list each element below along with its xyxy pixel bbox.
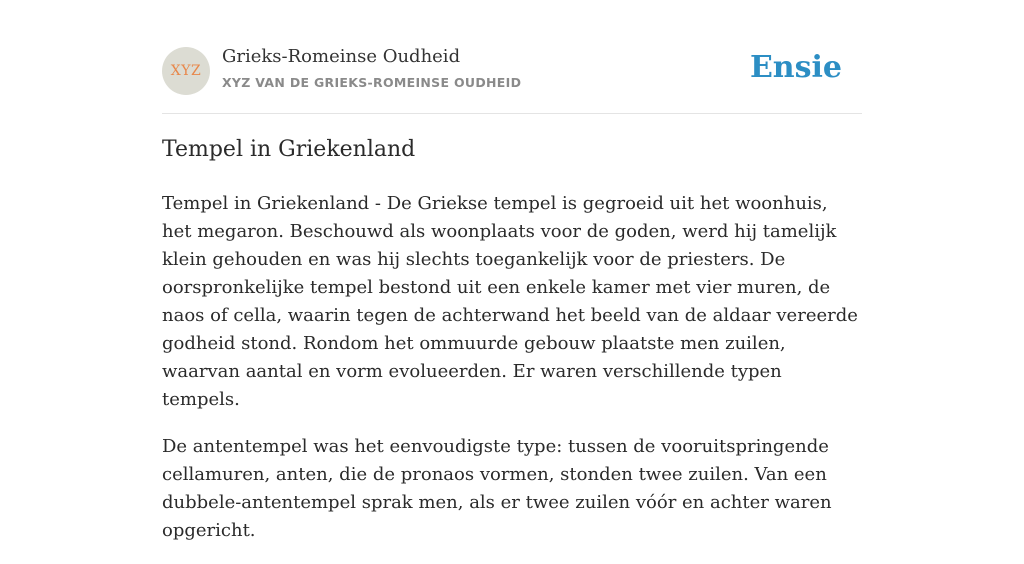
article-body [162, 190, 862, 564]
article-title: Tempel in Griekenland [162, 137, 416, 162]
article-paragraph: De antentempel was het eenvoudigste type: tussen de vooruitspringende cellamuren, anten, die de pronaos vormen, stonden twee zuilen. Van een dubbele-antentempel sprak men, als er twee zuilen vóór en achter waren opgericht. [162, 436, 832, 541]
avatar[interactable] [162, 47, 210, 95]
source-subtitle: XYZ VAN DE GRIEKS-ROMEINSE OUDHEID [222, 75, 522, 90]
brand-logo[interactable]: Ensie [749, 50, 842, 85]
avatar-initials: XYZ [170, 63, 202, 79]
source-header [162, 0, 862, 114]
page-container [162, 0, 862, 541]
article-paragraph: Tempel in Griekenland - De Griekse tempel is gegroeid uit het woonhuis, het megaron. Beschouwd als woonplaats voor de goden, werd hij tamelijk klein gehouden en was hij slechts toegankelijk voor de priesters. De oorspronkelijke tempel bestond uit een enkele kamer met vier muren, de naos of cella, waarin tegen de achterwand het beeld van de aldaar vereerde godheid stond. Rondom het ommuurde gebouw plaatste men zuilen, waarvan aantal en vorm evolueerden. Er waren verschillende typen tempels. [162, 193, 858, 410]
source-title[interactable]: Grieks-Romeinse Oudheid [222, 46, 461, 67]
